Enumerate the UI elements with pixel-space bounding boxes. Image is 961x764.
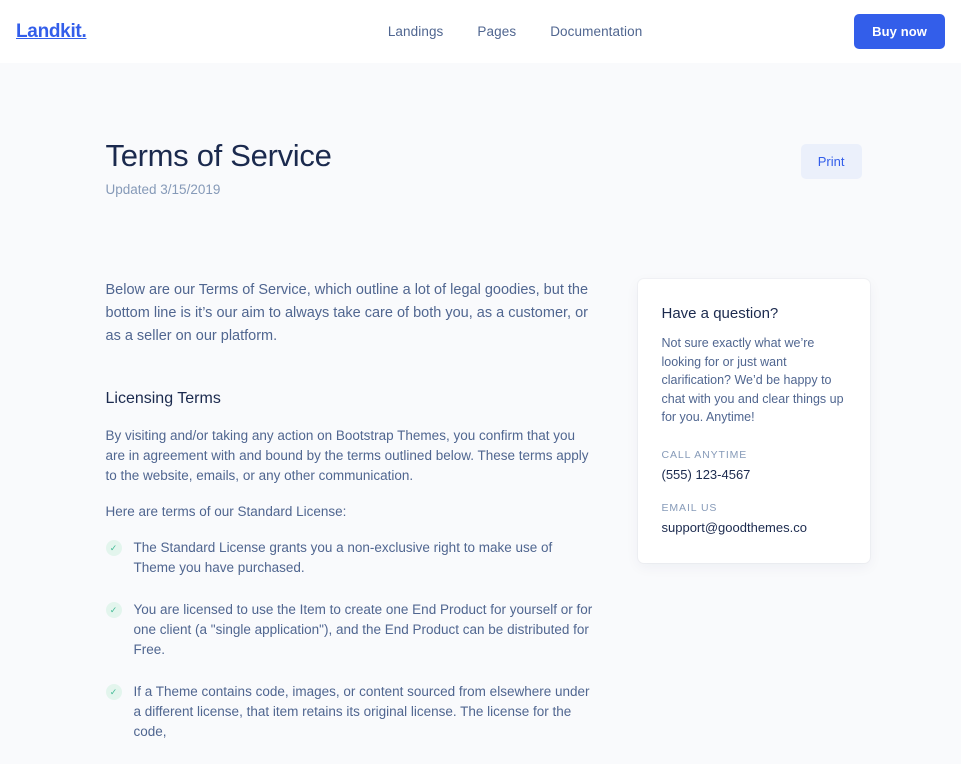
nav-link-documentation[interactable]: Documentation bbox=[550, 24, 643, 39]
check-icon: ✓ bbox=[106, 684, 122, 700]
check-icon: ✓ bbox=[106, 540, 122, 556]
sidebar-column bbox=[638, 279, 870, 563]
page-title: Terms of Service bbox=[105, 138, 332, 173]
licensing-paragraph-1: By visiting and/or taking any action on Bootstrap Themes, you confirm that you are in agreement with and bound by the terms outlined below. These terms apply to the website, emails, or any other communication. bbox=[105, 428, 589, 483]
question-card bbox=[638, 279, 870, 563]
nav-link-landings[interactable]: Landings bbox=[387, 24, 444, 39]
question-card-text: Not sure exactly what we’re looking for or just want clarification? We’d be happy to chat with you and clear things up for you. Anytime! bbox=[661, 336, 844, 424]
list-item-text: If a Theme contains code, images, or content sourced from elsewhere under a different license, that item retains its original license. The license for the code, bbox=[133, 684, 590, 739]
header-container bbox=[106, 138, 856, 197]
section-title-licensing-terms: Licensing Terms bbox=[105, 390, 221, 407]
email-label: EMAIL US bbox=[661, 501, 718, 514]
nav-link-pages[interactable]: Pages bbox=[477, 24, 517, 39]
phone-label: CALL ANYTIME bbox=[661, 448, 748, 461]
list-item bbox=[106, 600, 596, 660]
list-item bbox=[106, 538, 596, 578]
main-column bbox=[106, 279, 596, 764]
phone-value[interactable]: (555) 123-4567 bbox=[661, 466, 751, 482]
buy-now-button[interactable]: Buy now bbox=[854, 14, 945, 49]
navbar bbox=[0, 0, 961, 63]
page-header bbox=[0, 63, 961, 197]
licensing-paragraph-2: Here are terms of our Standard License: bbox=[105, 504, 347, 519]
intro-paragraph: Below are our Terms of Service, which outline a lot of legal goodies, but the bottom line is it’s our aim to always take care of both you, as a customer, or as a seller on our platform. bbox=[105, 282, 589, 344]
content-container bbox=[106, 279, 856, 764]
list-item-text: The Standard License grants you a non-exclusive right to make use of Theme you have purchased. bbox=[133, 540, 553, 575]
license-terms-list bbox=[106, 538, 596, 742]
list-item bbox=[106, 682, 596, 742]
question-card-title: Have a question? bbox=[661, 305, 779, 322]
content-columns bbox=[106, 279, 856, 764]
page-updated-date: Updated 3/15/2019 bbox=[105, 182, 221, 197]
brand-logo[interactable]: Landkit. bbox=[16, 20, 87, 42]
email-value[interactable]: support@goodthemes.co bbox=[661, 519, 807, 535]
primary-nav bbox=[388, 24, 643, 39]
check-icon: ✓ bbox=[106, 602, 122, 618]
print-button[interactable]: Print bbox=[801, 144, 862, 179]
list-item-text: You are licensed to use the Item to create one End Product for yourself or for one client (a "single application"), and the End Product can be distributed for Free. bbox=[133, 602, 593, 657]
page-body bbox=[0, 63, 961, 764]
